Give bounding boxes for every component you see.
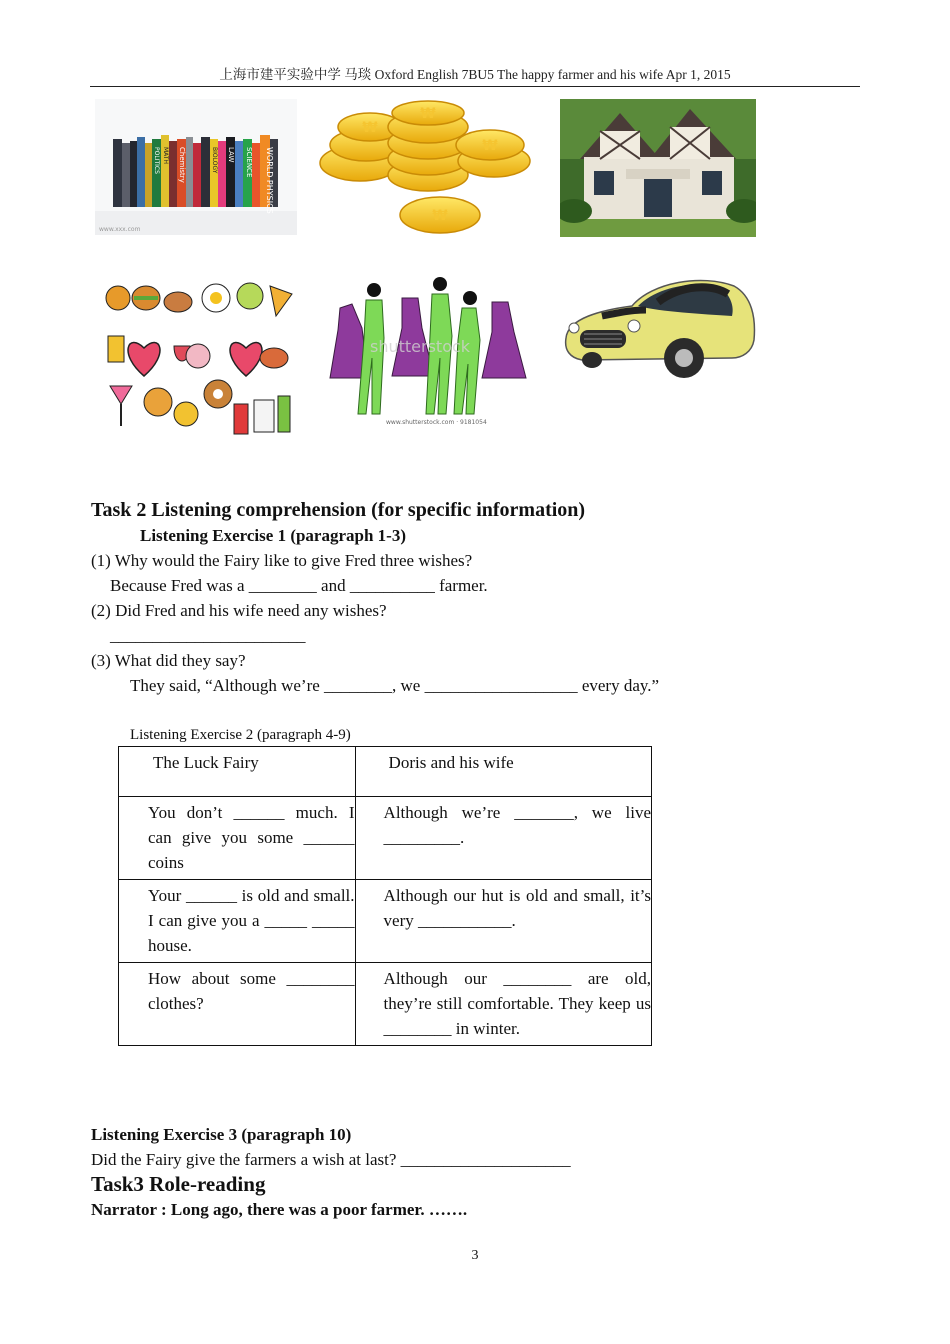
food-illustration	[100, 276, 296, 444]
gold-coins-illustration	[318, 99, 532, 239]
books-image	[95, 99, 297, 235]
answer-1: Because Fred was a ________ and __________ farmer.	[110, 576, 488, 595]
page-number: 3	[471, 1248, 479, 1263]
exercise2-table	[118, 746, 652, 1046]
gold-coins-image	[318, 99, 532, 239]
table-cell: How about some ________ clothes?	[119, 963, 356, 1046]
task3-title: Task3 Role-reading	[91, 1172, 266, 1196]
exercise2-title: Listening Exercise 2 (paragraph 4-9)	[130, 727, 351, 743]
table-cell: Although our hut is old and small, it’s very ___________.	[355, 880, 651, 963]
table-row	[119, 963, 652, 1046]
svg-text:₩: ₩	[362, 120, 378, 136]
exercise3-question: Did the Fairy give the farmers a wish at last? ____________________	[91, 1150, 571, 1169]
task2-title: Task 2 Listening comprehension (for specific information)	[91, 499, 586, 521]
image-caption: www.shutterstock.com · 9181054	[386, 419, 487, 426]
image-watermark: www.xxx.com	[99, 226, 141, 233]
svg-text:₩: ₩	[432, 208, 448, 224]
exercise3-title: Listening Exercise 3 (paragraph 10)	[91, 1125, 352, 1144]
book-spine-label: Chemistry	[178, 147, 186, 183]
books-illustration	[95, 99, 297, 235]
page-header: 上海市建平实验中学 马琰 Oxford English 7BU5 The happy farmer and his wife Apr 1, 2015	[90, 66, 860, 87]
book-spine-label: POLITICS	[153, 147, 160, 174]
clothes-image	[322, 268, 534, 426]
answer-3: They said, “Although we’re ________, we __________________ every day.”	[130, 676, 660, 695]
car-illustration	[562, 268, 758, 386]
question-1: (1) Why would the Fairy like to give Fred three wishes?	[91, 551, 473, 570]
table-cell: Your ______ is old and small. I can give you a _____ _____ house.	[119, 880, 356, 963]
image-watermark: shutterstock	[370, 337, 471, 356]
book-spine-label: SCIENCE	[245, 147, 253, 178]
table-header-cell: Doris and his wife	[355, 747, 651, 797]
book-spine-label: MATH	[162, 147, 169, 164]
table-cell: Although we’re _______, we live _________.	[355, 797, 651, 880]
table-header-cell: The Luck Fairy	[119, 747, 356, 797]
table-cell: You don’t ______ much. I can give you some ______ coins	[119, 797, 356, 880]
book-spine-label: WORLD PHYSICS	[265, 147, 274, 214]
book-spine-label: LAW	[227, 147, 235, 163]
exercise1-title: Listening Exercise 1 (paragraph 1-3)	[140, 526, 407, 545]
clothes-illustration	[322, 268, 534, 426]
svg-text:₩: ₩	[420, 106, 436, 122]
svg-text:₩: ₩	[482, 138, 498, 154]
table-row	[119, 880, 652, 963]
table-header-row	[119, 747, 652, 797]
narrator-line: Narrator : Long ago, there was a poor farmer. …….	[91, 1200, 468, 1219]
answer-2-blank: _______________________	[110, 626, 306, 645]
table-cell: Although our ________ are old, they’re still comfortable. They keep us ________ in winter.	[355, 963, 651, 1046]
question-3: (3) What did they say?	[91, 651, 246, 670]
car-image	[562, 268, 758, 386]
table-row	[119, 797, 652, 880]
house-illustration	[560, 99, 756, 237]
food-image	[100, 276, 296, 444]
question-2: (2) Did Fred and his wife need any wishes?	[91, 601, 387, 620]
book-spine-label: BIOLOGY	[211, 147, 218, 174]
house-image	[560, 99, 756, 237]
